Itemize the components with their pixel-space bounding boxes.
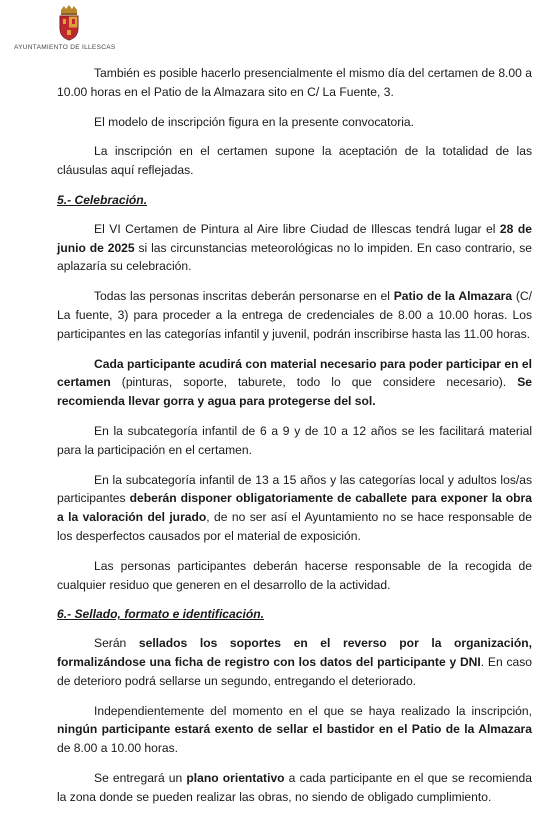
paragraph: Se entregará un plano orientativo a cada participante en el que se recomienda la zona donde se pueden realizar las obras, no siendo de obligado cumplimiento. [57, 770, 532, 804]
paragraph: El VI Certamen de Pintura al Aire libre Ciudad de Illescas tendrá lugar el 28 de junio de 2025 si las circunstancias meteorológicas no lo impiden. En caso contrario, se aplazaría su celebración. [57, 221, 533, 274]
paragraph: La inscripción en el certamen supone la aceptación de la totalidad de las cláusulas aquí reflejadas. [57, 144, 532, 178]
paragraph: Serán sellados los soportes en el reverso por la organización, formalizándose una ficha de registro con los datos del participante y DNI. En caso de deterioro podrá sellarse un segundo, entregando el deteriorado. [57, 636, 532, 688]
paragraph: En la subcategoría infantil de 13 a 15 años y las categorías local y adultos los/as participantes deberán disponer obligatoriamente de caballete para exponer la obra a la valoración del jurado, de no ser así el Ayuntamiento no se hace responsable de los desperfectos causados por el material de exposición. [57, 472, 532, 543]
section-heading-6: 6.- Sellado, formato e identificación. [57, 607, 264, 622]
document-body [57, 64, 532, 807]
coat-of-arms-icon [57, 4, 81, 42]
section-heading-5: 5.- Celebración. [57, 192, 148, 207]
paragraph: El modelo de inscripción figura en la presente convocatoria. [94, 114, 414, 129]
paragraph: Las personas participantes deberán hacerse responsable de la recogida de cualquier residuo que generen en el desarrollo de la actividad. [57, 558, 532, 592]
paragraph: Todas las personas inscritas deberán personarse en el Patio de la Almazara (C/ La fuente, 3) para proceder a la entrega de credenciales de 8.00 a 10.00 horas. Los participantes en las categorías infantil y juvenil, podrán inscribirse hasta las 11.00 horas. [57, 289, 532, 341]
paragraph: En la subcategoría infantil de 6 a 9 y de 10 a 12 años se les facilitará material para la participación en el certamen. [57, 423, 532, 457]
paragraph: Cada participante acudirá con material necesario para poder participar en el certamen (pinturas, soporte, taburete, todo lo que considere necesario). Se recomienda llevar gorra y agua para protegerse del sol. [57, 356, 532, 409]
paragraph: Independientemente del momento en el que se haya realizado la inscripción, ningún participante estará exento de sellar el bastidor en el Patio de la Almazara de 8.00 a 10.00 horas. [57, 703, 532, 756]
municipality-name: AYUNTAMIENTO DE ILLESCAS [14, 44, 116, 51]
paragraph: También es posible hacerlo presencialmente el mismo día del certamen de 8.00 a 10.00 horas en el Patio de la Almazara sito en C/ La Fuente, 3. [57, 66, 532, 99]
letterhead [14, 4, 132, 52]
